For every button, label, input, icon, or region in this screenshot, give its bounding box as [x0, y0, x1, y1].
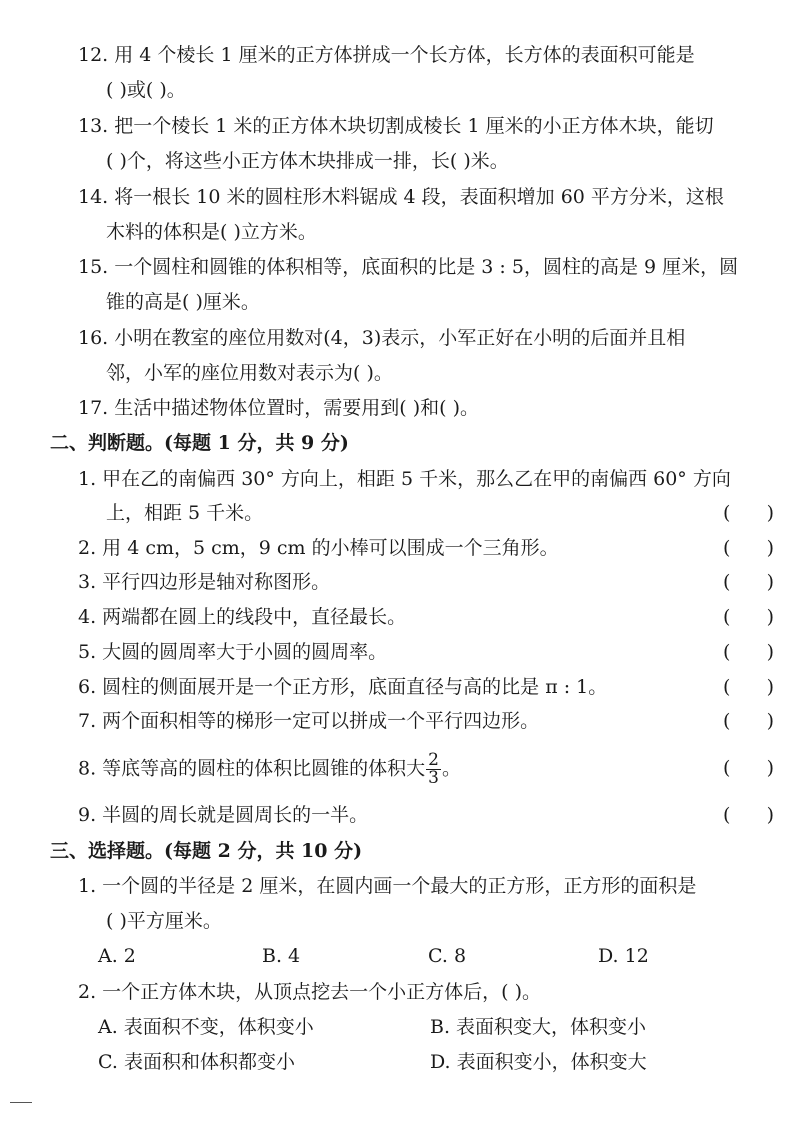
question-14-line1: 14. 将一根长 10 米的圆柱形木料锯成 4 段，表面积增加 60 平方分米，这根 — [78, 186, 724, 208]
choice-2-option-d[interactable]: D. 表面积变小，体积变大 — [430, 1051, 647, 1073]
question-15-line1: 15. 一个圆柱和圆锥的体积相等，底面积的比是 3 : 5，圆柱的高是 9 厘米，圆 — [78, 256, 739, 278]
choice-1-line1: 1. 一个圆的半径是 2 厘米，在圆内画一个最大的正方形，正方形的面积是 — [78, 875, 697, 897]
question-16-line1: 16. 小明在教室的座位用数对(4，3)表示，小军正好在小明的后面并且相 — [78, 327, 686, 349]
judge-8-text-pre: 8. 等底等高的圆柱的体积比圆锥的体积大 — [78, 757, 426, 780]
judge-5-text: 5. 大圆的圆周率大于小圆的圆周率。 — [78, 641, 388, 663]
judge-8-answer-blank[interactable]: ( ) — [722, 757, 774, 779]
question-14-line2: 木料的体积是( )立方米。 — [106, 221, 317, 243]
choice-1-option-a[interactable]: A. 2 — [98, 945, 136, 967]
choice-2-option-c[interactable]: C. 表面积和体积都变小 — [98, 1051, 295, 1073]
judge-1-line2: 上，相距 5 千米。 — [106, 502, 264, 524]
question-15-line2: 锥的高是( )厘米。 — [106, 291, 260, 313]
judge-3-text: 3. 平行四边形是轴对称图形。 — [78, 571, 331, 593]
question-12-line2: ( )或( )。 — [106, 79, 186, 101]
question-13-line2: ( )个，将这些小正方体木块排成一排，长( )米。 — [106, 150, 509, 172]
question-16-line2: 邻，小军的座位用数对表示为( )。 — [106, 362, 393, 384]
fraction-numerator: 2 — [428, 750, 439, 770]
judge-5-answer-blank[interactable]: ( ) — [722, 641, 774, 663]
question-13-line1: 13. 把一个棱长 1 米的正方体木块切割成棱长 1 厘米的小正方体木块，能切 — [78, 115, 714, 137]
question-17-line1: 17. 生活中描述物体位置时，需要用到( )和( )。 — [78, 397, 479, 419]
choice-1-option-c[interactable]: C. 8 — [428, 945, 467, 967]
question-12-line1: 12. 用 4 个棱长 1 厘米的正方体拼成一个长方体，长方体的表面积可能是 — [78, 44, 695, 66]
judge-9-text: 9. 半圆的周长就是圆周长的一半。 — [78, 804, 369, 826]
judge-2-answer-blank[interactable]: ( ) — [722, 537, 774, 559]
choice-2-option-a[interactable]: A. 表面积不变，体积变小 — [98, 1016, 314, 1038]
page-margin-mark — [10, 1102, 32, 1103]
choice-1-option-b[interactable]: B. 4 — [262, 945, 301, 967]
judge-6-answer-blank[interactable]: ( ) — [722, 676, 774, 698]
judge-4-answer-blank[interactable]: ( ) — [722, 606, 774, 628]
judge-7-text: 7. 两个面积相等的梯形一定可以拼成一个平行四边形。 — [78, 710, 540, 732]
choice-1-option-d[interactable]: D. 12 — [598, 945, 649, 967]
section-choice-heading: 三、选择题。(每题 2 分，共 10 分) — [50, 840, 363, 862]
judge-2-text: 2. 用 4 cm，5 cm，9 cm 的小棒可以围成一个三角形。 — [78, 537, 559, 559]
judge-6-text: 6. 圆柱的侧面展开是一个正方形，底面直径与高的比是 π : 1。 — [78, 676, 608, 698]
choice-1-line2: ( )平方厘米。 — [106, 910, 222, 932]
judge-7-answer-blank[interactable]: ( ) — [722, 710, 774, 732]
fraction-two-thirds — [426, 752, 441, 787]
fraction-denominator: 3 — [428, 768, 439, 788]
judge-1-line1: 1. 甲在乙的南偏西 30° 方向上，相距 5 千米，那么乙在甲的南偏西 60° 方向 — [78, 468, 731, 490]
judge-9-answer-blank[interactable]: ( ) — [722, 804, 774, 826]
choice-2-option-b[interactable]: B. 表面积变大，体积变小 — [430, 1016, 647, 1038]
choice-2-line1: 2. 一个正方体木块，从顶点挖去一个小正方体后，( )。 — [78, 981, 542, 1003]
judge-8-text-post: 。 — [442, 757, 462, 780]
judge-4-text: 4. 两端都在圆上的线段中，直径最长。 — [78, 606, 407, 628]
section-judge-heading: 二、判断题。(每题 1 分，共 9 分) — [50, 432, 349, 454]
judge-1-answer-blank[interactable]: ( ) — [722, 502, 774, 524]
judge-3-answer-blank[interactable]: ( ) — [722, 571, 774, 593]
judge-8-text — [78, 752, 461, 787]
